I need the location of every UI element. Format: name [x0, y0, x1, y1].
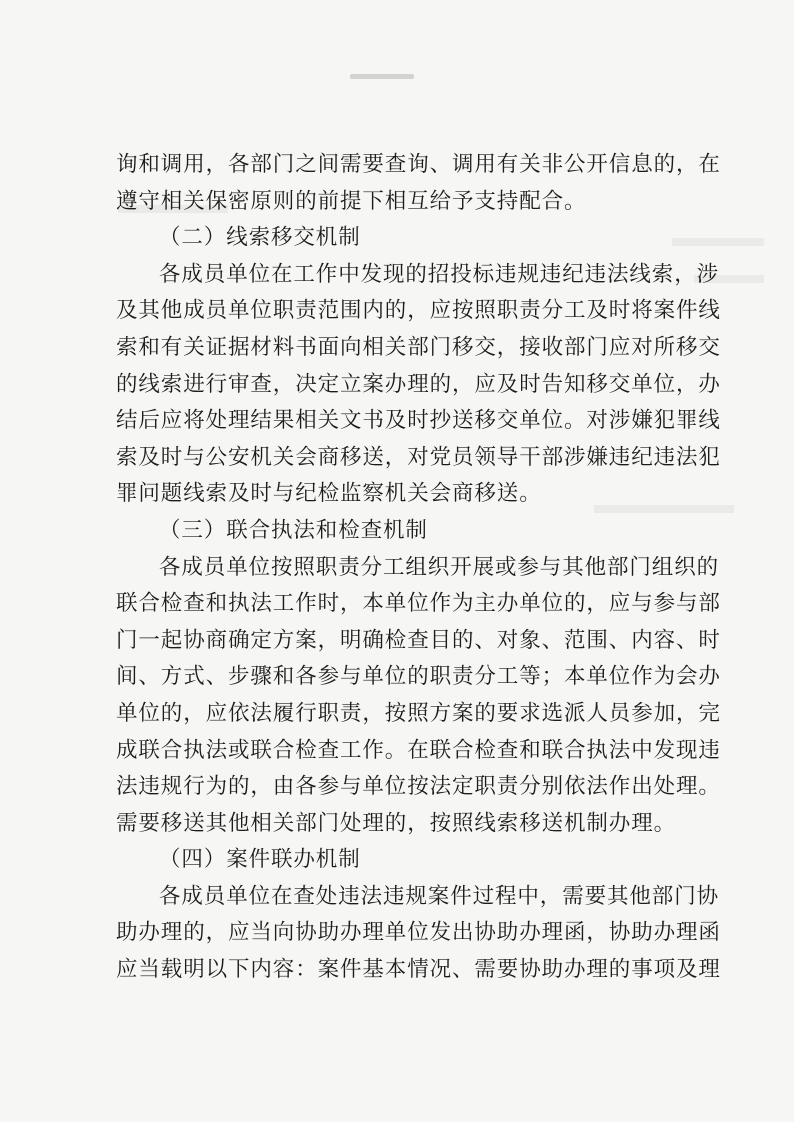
- text-line: 门一起协商确定方案，明确检查目的、对象、范围、内容、时: [116, 627, 721, 653]
- text-line: 联合检查和执法工作时，本单位作为主办单位的，应与参与部: [116, 591, 721, 617]
- text-line: 及其他成员单位职责范围内的，应按照职责分工及时将案件线: [116, 298, 721, 324]
- text-line: 需要移送其他相关部门处理的，按照线索移送机制办理。: [116, 810, 677, 836]
- text-line: 助办理的，应当向协助办理单位发出协助办理函，协助办理函: [116, 920, 721, 946]
- text-line: 单位的，应依法履行职责，按照方案的要求选派人员参加，完: [116, 700, 721, 726]
- faint-header-mark: [350, 74, 414, 79]
- paragraph-first-line: 各成员单位在工作中发现的招投标违规违纪违法线索，涉: [159, 261, 720, 287]
- text-line: 罪问题线索及时与纪检监察机关会商移送。: [116, 481, 542, 507]
- text-line: 应当载明以下内容：案件基本情况、需要协助办理的事项及理: [116, 957, 721, 983]
- text-line: 的线索进行审查，决定立案办理的，应及时告知移交单位，办: [116, 371, 721, 397]
- text-line: 成联合执法或联合检查工作。在联合检查和联合执法中发现违: [116, 737, 721, 763]
- section-heading-case-joint-handling: （四）案件联办机制: [159, 847, 361, 873]
- paragraph-first-line: 各成员单位在查处违法违规案件过程中，需要其他部门协: [159, 883, 720, 909]
- text-line: 间、方式、步骤和各参与单位的职责分工等；本单位作为会办: [116, 664, 721, 690]
- text-line: 询和调用，各部门之间需要查询、调用有关非公开信息的，在: [116, 152, 721, 177]
- text-line: 法违规行为的，由各参与单位按法定职责分别依法作出处理。: [116, 774, 721, 800]
- document-body: [116, 147, 721, 989]
- text-line: 索及时与公安机关会商移送，对党员领导干部涉嫌违纪违法犯: [116, 444, 721, 470]
- text-line: 结后应将处理结果相关文书及时抄送移交单位。对涉嫌犯罪线: [116, 408, 721, 434]
- text-line: 遵守相关保密原则的前提下相互给予支持配合。: [116, 188, 587, 214]
- section-heading-joint-enforcement: （三）联合执法和检查机制: [159, 517, 428, 543]
- paragraph-first-line: 各成员单位按照职责分工组织开展或参与其他部门组织的: [159, 554, 720, 580]
- section-heading-clue-transfer: （二）线索移交机制: [159, 225, 361, 251]
- text-line: 索和有关证据材料书面向相关部门移交，接收部门应对所移交: [116, 334, 721, 360]
